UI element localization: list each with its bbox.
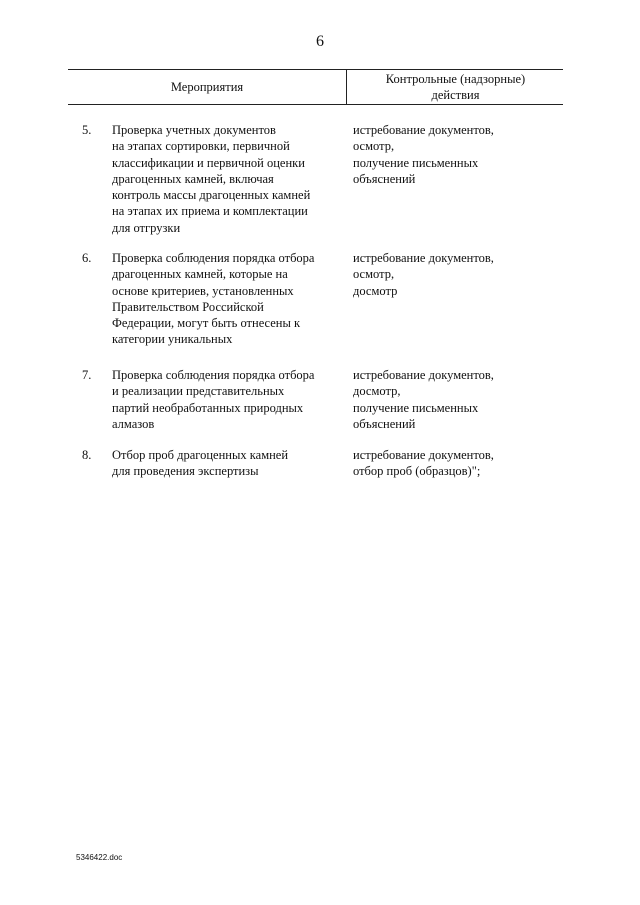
column-divider: [346, 70, 347, 104]
table-body: [0, 122, 640, 487]
row-number: 8.: [82, 448, 92, 462]
measure-line: Федерации, могут быть отнесены к: [112, 316, 301, 331]
header-control-actions-line-2: действия: [431, 88, 480, 102]
table-header: [68, 69, 563, 105]
measure-line: основе критериев, установленных: [112, 283, 294, 298]
action-line: истребование документов,: [353, 448, 494, 462]
action-line: досмотр,: [353, 384, 401, 399]
action-line: получение письменных: [353, 400, 479, 415]
table-row: [0, 122, 640, 250]
row-actions-text: [353, 367, 553, 432]
action-line: досмотр: [353, 283, 398, 298]
header-control-actions: [348, 71, 563, 103]
measure-line: для проведения экспертизы: [112, 464, 259, 479]
measure-line: партий необработанных природных: [112, 400, 304, 415]
action-line: истребование документов,: [353, 251, 494, 265]
table-row: [0, 367, 640, 447]
measure-line: Проверка соблюдения порядка отбора: [112, 251, 315, 265]
row-measure-text: [112, 250, 344, 348]
row-number: 5.: [82, 123, 92, 137]
page-number: 6: [316, 33, 324, 50]
measure-line: драгоценных камней, которые на: [112, 267, 288, 282]
action-line: истребование документов,: [353, 368, 494, 382]
measure-line: Отбор проб драгоценных камней: [112, 448, 289, 462]
measure-line: алмазов: [112, 416, 155, 431]
row-number: 6.: [82, 251, 92, 265]
action-line: объяснений: [353, 416, 416, 431]
measure-line: контроль массы драгоценных камней: [112, 188, 311, 203]
measure-line: классификации и первичной оценки: [112, 155, 305, 170]
row-measure-text: [112, 447, 344, 480]
row-measure-text: [112, 367, 344, 432]
action-line: осмотр,: [353, 139, 395, 154]
measure-line: категории уникальных: [112, 332, 233, 347]
row-measure-text: [112, 122, 344, 236]
measure-line: и реализации представительных: [112, 384, 285, 399]
table-row: [0, 447, 640, 487]
header-measures: Мероприятия: [170, 80, 244, 94]
action-line: осмотр,: [353, 267, 395, 282]
measure-line: для отгрузки: [112, 220, 181, 235]
document-code: 5346422.doc: [76, 853, 123, 862]
action-line: истребование документов,: [353, 123, 494, 137]
row-number: 7.: [82, 368, 92, 382]
action-line: объяснений: [353, 171, 416, 186]
header-control-actions-line-1: Контрольные (надзорные): [385, 72, 526, 86]
measure-line: Правительством Российской: [112, 299, 264, 314]
action-line: получение письменных: [353, 155, 479, 170]
measure-line: на этапах их приема и комплектации: [112, 204, 308, 219]
measure-line: Проверка учетных документов: [112, 123, 276, 137]
row-actions-text: [353, 250, 553, 299]
row-actions-text: [353, 122, 553, 187]
table-row: [0, 250, 640, 367]
row-actions-text: [353, 447, 553, 480]
action-line: отбор проб (образцов)";: [353, 464, 481, 479]
measure-line: на этапах сортировки, первичной: [112, 139, 290, 154]
measure-line: Проверка соблюдения порядка отбора: [112, 368, 315, 382]
measure-line: драгоценных камней, включая: [112, 171, 274, 186]
